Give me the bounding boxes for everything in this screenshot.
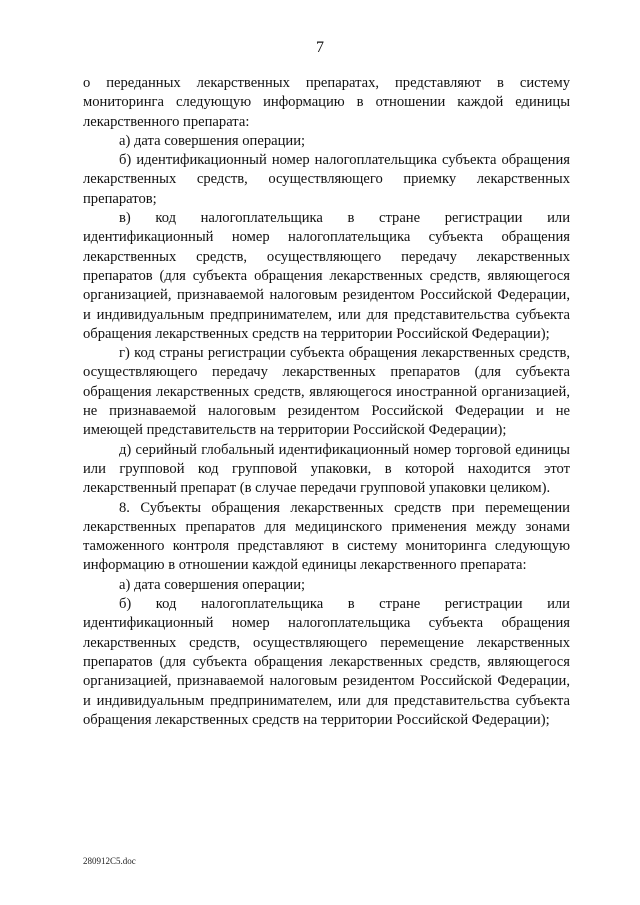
list-item-v-sender-code: в) код налогоплательщика в стране регистрации или идентификационный номер налогоплательщика субъекта обращения лекарственных средств, осуществляющего передачу лекарственных препаратов (для субъекта обращения лекарственных средств, являющегося организацией, признаваемой налоговым резидентом Российской Федерации, и индивидуальным предпринимателем, или для представительства субъекта обращения лекарственных средств на территории Российской Федерации); (83, 210, 570, 342)
list-item-b-receiver-inn: б) идентификационный номер налогоплательщика субъекта обращения лекарственных средств, осуществляющего приемку лекарственных препаратов; (83, 152, 570, 207)
section-8-paragraph: 8. Субъекты обращения лекарственных средств при перемещении лекарственных препаратов для медицинского применения между зонами таможенного контроля представляют в систему мониторинга следующую информацию в отношении каждой единицы лекарственного препарата: (83, 499, 570, 574)
list-item-d-serial-gtin: д) серийный глобальный идентификационный номер торговой единицы или групповой код групповой упаковки, в которой находится этот лекарственный препарат (в случае передачи групповой упаковки целиком). (83, 441, 570, 497)
list-item-g-country-code: г) код страны регистрации субъекта обращения лекарственных средств, осуществляющего передачу лекарственных препаратов (для субъекта обращения лекарственных средств, являющегося иностранной организацией, не признаваемой налоговым резидентом Российской Федерации и не имеющей представительств на территории Российской Федерации); (83, 345, 570, 439)
list-item-b-mover-code: б) код налогоплательщика в стране регистрации или идентификационный номер налогоплательщика субъекта обращения лекарственных средств, осуществляющего перемещение лекарственных препаратов (для субъекта обращения лекарственных средств, являющегося организацией, признаваемой налоговым резидентом Российской Федерации, и индивидуальным предпринимателем, или для представительства субъекта обращения лекарственных средств на территории Российской Федерации); (83, 596, 570, 728)
list-item-a-date: а) дата совершения операции; (119, 132, 306, 149)
file-name-footer: 280912C5.doc (83, 856, 136, 866)
paragraph-continuation: о переданных лекарственных препаратах, представляют в систему мониторинга следующую информацию в отношении каждой единицы лекарственного препарата: (83, 75, 570, 130)
page-number: 7 (316, 39, 324, 56)
list-item-a-date-2: а) дата совершения операции; (119, 576, 306, 593)
document-body (83, 74, 570, 730)
